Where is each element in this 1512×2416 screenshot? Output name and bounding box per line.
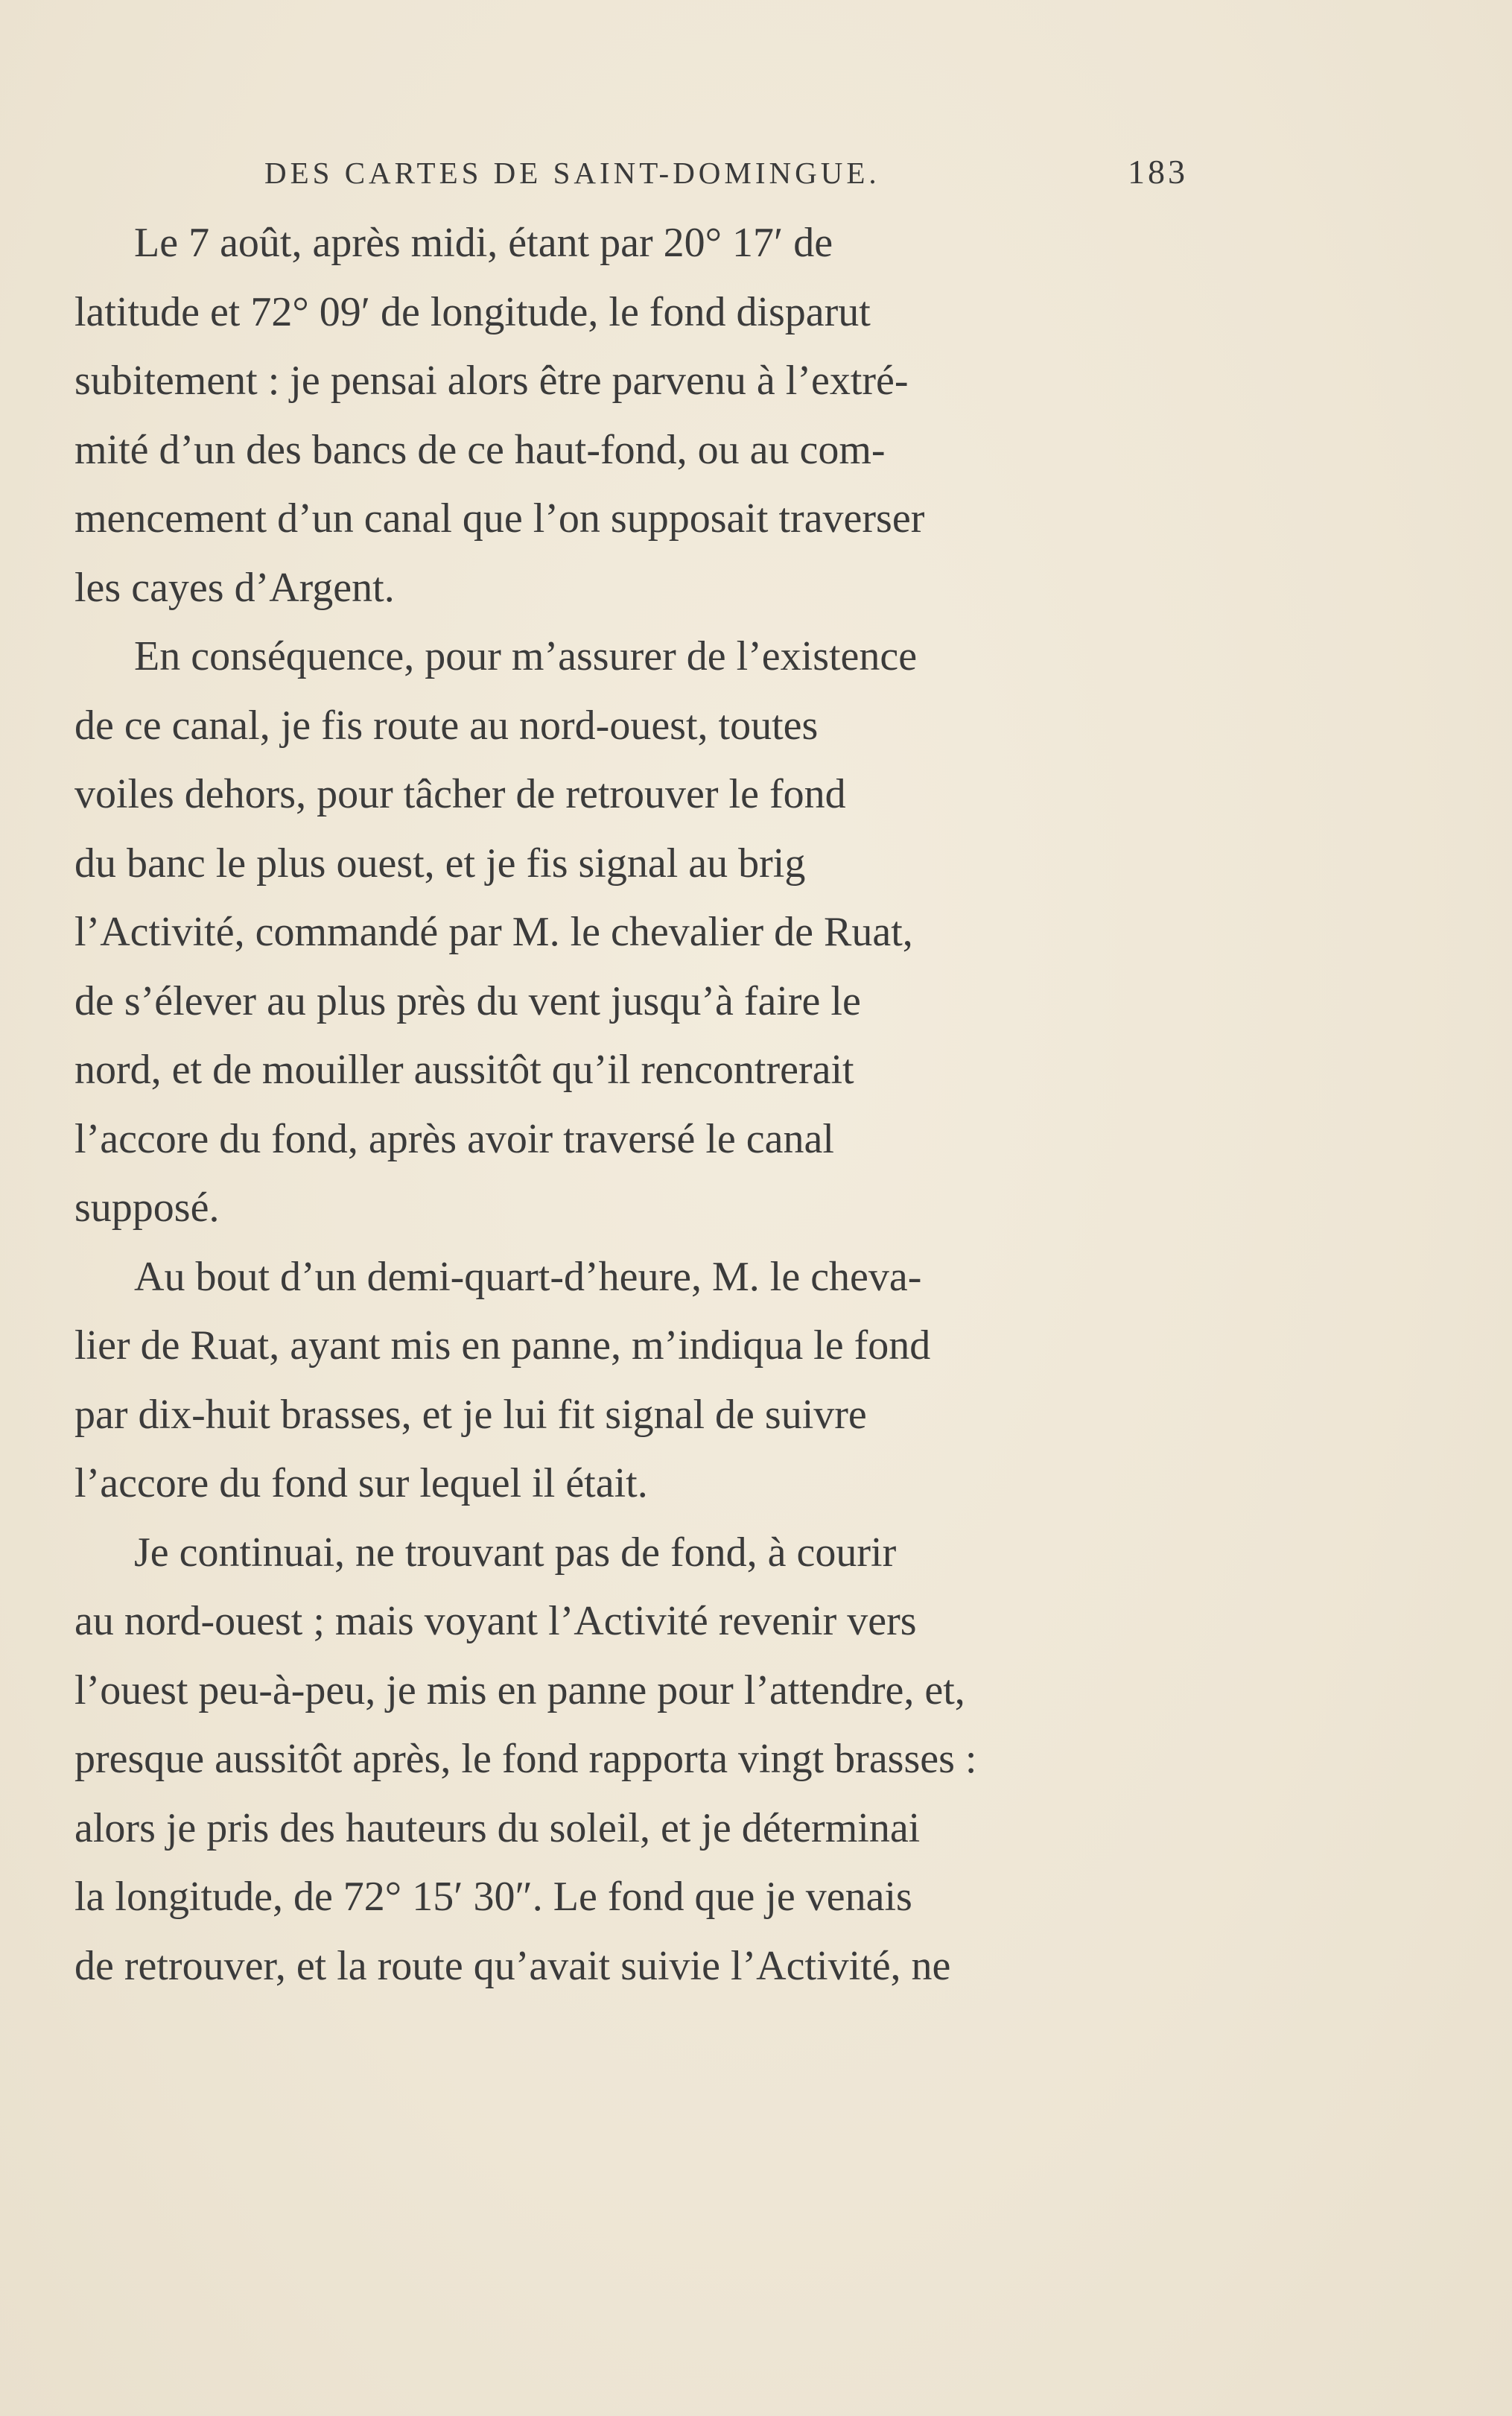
text-line: les cayes d’Argent.	[74, 564, 395, 611]
text-line: Le 7 août, après midi, étant par 20° 17′ de	[134, 220, 833, 266]
text-line: lier de Ruat, ayant mis en panne, m’indiqua le fond	[74, 1322, 931, 1369]
text-line: latitude et 72° 09′ de longitude, le fond disparut	[74, 288, 871, 335]
text-line: du banc le plus ouest, et je fis signal au brig	[74, 840, 806, 887]
text-line: presque aussitôt après, le fond rapporta vingt brasses :	[74, 1736, 977, 1782]
running-title: DES CARTES DE SAINT-DOMINGUE.	[264, 156, 880, 190]
text-line: la longitude, de 72° 15′ 30″. Le fond que je venais	[74, 1874, 912, 1920]
text-line: subitement : je pensai alors être parvenu à l’extré-	[74, 358, 909, 404]
text-line: de s’élever au plus près du vent jusqu’à faire le	[74, 977, 861, 1024]
text-line: alors je pris des hauteurs du soleil, et je déterminai	[74, 1804, 921, 1851]
text-line: au nord-ouest ; mais voyant l’Activité revenir vers	[74, 1598, 917, 1644]
text-line: par dix-huit brasses, et je lui fit signal de suivre	[74, 1391, 867, 1438]
text-line: Au bout d’un demi-quart-d’heure, M. le cheva-	[134, 1253, 922, 1300]
text-line: supposé.	[74, 1185, 220, 1231]
text-line: l’ouest peu-à-peu, je mis en panne pour l’attendre, et,	[74, 1667, 965, 1713]
text-line: de retrouver, et la route qu’avait suivie l’Activité, ne	[74, 1942, 951, 1989]
text-line: nord, et de mouiller aussitôt qu’il rencontrerait	[74, 1047, 854, 1093]
text-line: l’accore du fond sur lequel il était.	[74, 1460, 648, 1506]
running-head	[264, 155, 1188, 200]
body-text	[74, 209, 1177, 2000]
text-line: En conséquence, pour m’assurer de l’existence	[134, 633, 918, 679]
text-line: l’Activité, commandé par M. le chevalier de Ruat,	[74, 909, 913, 955]
text-line: de ce canal, je fis route au nord-ouest, toutes	[74, 702, 819, 749]
text-line: voiles dehors, pour tâcher de retrouver le fond	[74, 771, 846, 817]
text-line: l’accore du fond, après avoir traversé le canal	[74, 1115, 834, 1162]
text-line: Je continuai, ne trouvant pas de fond, à courir	[134, 1529, 897, 1576]
text-line: mencement d’un canal que l’on supposait traverser	[74, 495, 925, 542]
page-number: 183	[1128, 153, 1188, 191]
text-line: mité d’un des bancs de ce haut-fond, ou au com-	[74, 426, 886, 473]
